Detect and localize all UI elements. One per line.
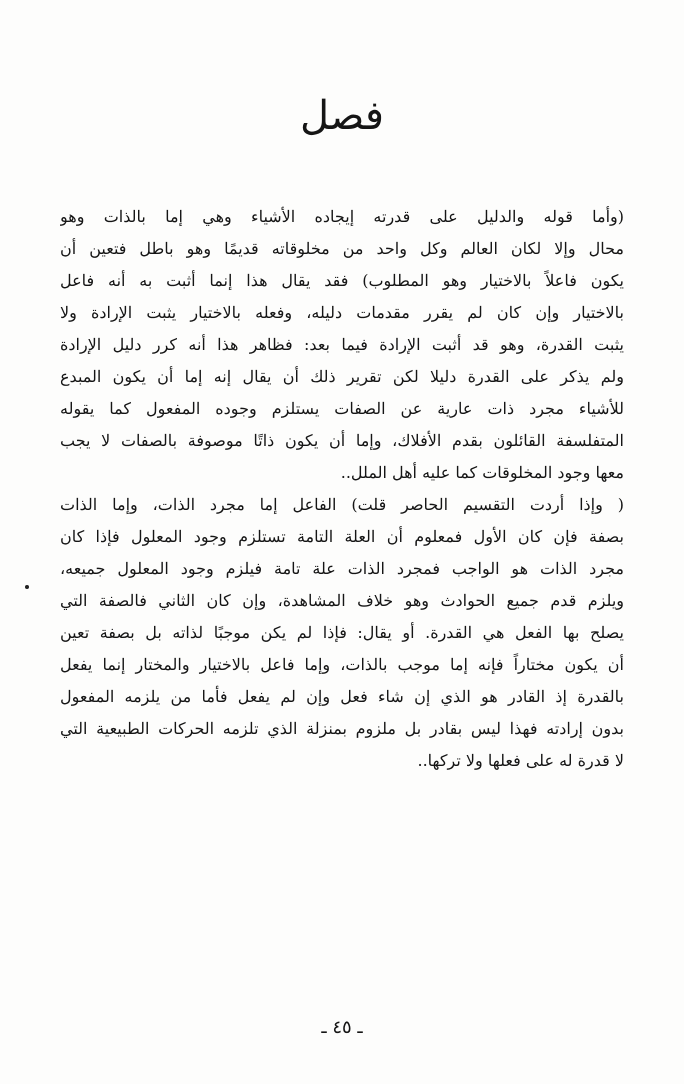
text-line: يثبت القدرة، وهو قد أثبت الإرادة فيما بعد: فظاهر هذا أنه كرر دليل الإرادة (60, 335, 624, 354)
text-line: بدون إرادته فهذا ليس بقادر بل ملزوم بمنزلة الذي تلزمه الحركات الطبيعية التي (60, 719, 624, 738)
margin-dot (25, 585, 29, 589)
text-line: لا قدرة له على فعلها ولا تركها.. (417, 751, 624, 770)
body-text (60, 201, 624, 777)
text-line: يصلح بها الفعل هي القدرة. أو يقال: فإذا لم يكن موجبًا لذاته بل بصفة تعين (60, 623, 624, 642)
text-line: أن يكون مختاراً فإنه إما موجب بالذات، وإما فاعل بالاختيار والمختار إنما يفعل (60, 655, 624, 674)
text-line: بالقدرة إذ القادر هو الذي إن شاء فعل وإن لم يفعل فأما من يلزمه المفعول (60, 687, 624, 706)
text-line: ويلزم قدم جميع الحوادث وهو خلاف المشاهدة، وإن كان الثاني فالصفة التي (60, 591, 624, 610)
page-number: ـ ٤٥ ـ (321, 1017, 363, 1038)
text-line: ( وإذا أردت التقسيم الحاصر قلت) الفاعل إما مجرد الذات، وإما الذات (60, 495, 624, 514)
paragraph-2 (60, 489, 624, 777)
text-line: محال وإلا لكان العالم وكل واحد من مخلوقاته قديمًا وهو باطل فتعين أن (60, 239, 624, 258)
text-line: بالاختيار وإن كان لم يقرر مقدمات دليله، وفعله بالاختيار يثبت الإرادة ولا (60, 303, 624, 322)
text-line: بصفة فإن كان الأول فمعلوم أن العلة التامة تستلزم وجود المعلول فإذا كان (60, 527, 624, 546)
text-line: مجرد الذات هو الواجب فمجرد الذات علة تامة فيلزم وجود المعلول جميعه، (60, 559, 624, 578)
text-line: (وأما قوله والدليل على قدرته إيجاده الأشياء وهي إما بالذات وهو (60, 207, 624, 226)
section-heading: فصل (299, 93, 385, 139)
text-line: المتفلسفة القائلون بقدم الأفلاك، وإما أن يكون ذاتًا موصوفة بالصفات لا يجب (60, 431, 624, 450)
text-line: يكون فاعلاً بالاختيار وهو المطلوب) فقد يقال هذا إنما أثبت به أنه فاعل (60, 271, 624, 290)
text-line: معها وجود المخلوقات كما عليه أهل الملل.. (340, 463, 624, 482)
paragraph-1 (60, 201, 624, 489)
text-line: ولم يذكر على القدرة دليلا لكن تقرير ذلك أن يقال إنه إما أن يكون المبدع (60, 367, 624, 386)
text-line: للأشياء مجرد ذات عارية عن الصفات يستلزم وجوده المفعول كما يقوله (60, 399, 624, 418)
